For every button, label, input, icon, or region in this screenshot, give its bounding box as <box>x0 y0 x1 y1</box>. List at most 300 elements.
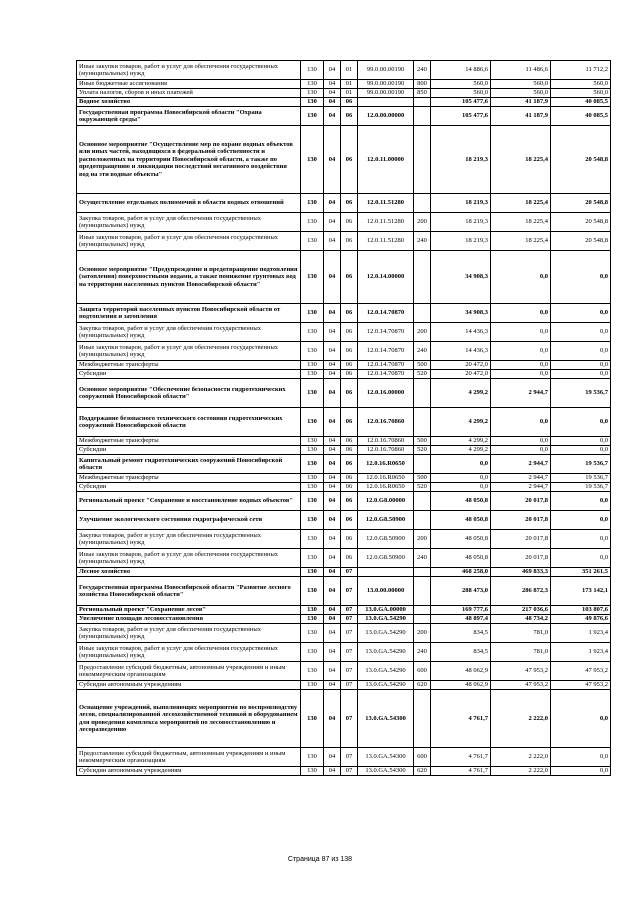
row-section: 04 <box>324 767 341 776</box>
row-name: Закупка товаров, работ и услуг для обеспечения государственных (муниципальных) нужд <box>77 213 301 232</box>
row-amount-year1: 169 777,6 <box>431 606 491 615</box>
row-amount-year2: 2 944,7 <box>491 379 551 408</box>
row-section: 04 <box>324 568 341 577</box>
row-expense-type: 620 <box>414 681 431 690</box>
row-amount-year3: 0,0 <box>551 408 611 437</box>
row-grbs: 130 <box>301 624 324 643</box>
row-subsection: 07 <box>341 568 358 577</box>
table-row <box>77 370 611 379</box>
row-target-article: 99.0.00.00190 <box>358 89 414 98</box>
row-amount-year1: 288 473,0 <box>431 577 491 606</box>
row-target-article: 12.0.14.70870 <box>358 370 414 379</box>
row-target-article: 12.0.G8.50900 <box>358 530 414 549</box>
row-amount-year1: 14 886,6 <box>431 61 491 80</box>
row-expense-type <box>414 606 431 615</box>
row-grbs: 130 <box>301 251 324 304</box>
row-section: 04 <box>324 98 341 107</box>
row-amount-year3: 47 953,2 <box>551 681 611 690</box>
row-amount-year3: 40 085,5 <box>551 107 611 126</box>
row-amount-year3: 19 536,7 <box>551 379 611 408</box>
row-amount-year3: 0,0 <box>551 342 611 361</box>
row-amount-year3: 11 712,2 <box>551 61 611 80</box>
table-row <box>77 446 611 455</box>
row-amount-year3: 0,0 <box>551 446 611 455</box>
row-grbs: 130 <box>301 681 324 690</box>
row-amount-year3: 19 536,7 <box>551 455 611 474</box>
row-target-article: 12.0.16.70860 <box>358 437 414 446</box>
row-amount-year3: 560,0 <box>551 89 611 98</box>
row-amount-year2: 20 017,8 <box>491 549 551 568</box>
row-amount-year1: 18 219,3 <box>431 194 491 213</box>
table-row <box>77 662 611 681</box>
row-amount-year2: 286 872,3 <box>491 577 551 606</box>
row-grbs: 130 <box>301 511 324 530</box>
row-expense-type <box>414 251 431 304</box>
row-target-article: 13.0.GA.54290 <box>358 615 414 624</box>
row-target-article: 13.0.GA.54290 <box>358 643 414 662</box>
row-grbs: 130 <box>301 323 324 342</box>
row-grbs: 130 <box>301 342 324 361</box>
row-name: Региональный проект "Сохранение лесов" <box>77 606 301 615</box>
row-amount-year3: 49 876,6 <box>551 615 611 624</box>
row-amount-year2: 217 036,6 <box>491 606 551 615</box>
table-row <box>77 511 611 530</box>
row-name: Основное мероприятие "Предупреждение и предотвращение подтопления (затопления) поверхностными водами, а также понижение грунтовых вод на территории населенных пунктов Новосибирской области" <box>77 251 301 304</box>
row-expense-type: 200 <box>414 624 431 643</box>
row-expense-type <box>414 98 431 107</box>
row-expense-type: 200 <box>414 530 431 549</box>
row-name: Иные бюджетные ассигнования <box>77 80 301 89</box>
row-grbs: 130 <box>301 483 324 492</box>
row-amount-year3: 351 261,5 <box>551 568 611 577</box>
row-grbs: 130 <box>301 379 324 408</box>
row-target-article: 12.0.14.00000 <box>358 251 414 304</box>
table-row <box>77 361 611 370</box>
table-row <box>77 681 611 690</box>
row-subsection: 06 <box>341 304 358 323</box>
row-name: Иные закупки товаров, работ и услуг для обеспечения государственных (муниципальных) нужд <box>77 232 301 251</box>
row-amount-year2: 18 225,4 <box>491 213 551 232</box>
row-subsection: 06 <box>341 370 358 379</box>
row-amount-year2: 0,0 <box>491 342 551 361</box>
table-row <box>77 251 611 304</box>
row-amount-year1: 48 062,9 <box>431 662 491 681</box>
table-row <box>77 437 611 446</box>
row-amount-year1: 48 050,8 <box>431 492 491 511</box>
row-amount-year3: 0,0 <box>551 767 611 776</box>
row-grbs: 130 <box>301 615 324 624</box>
row-target-article: 13.0.GA.54290 <box>358 681 414 690</box>
row-amount-year3: 0,0 <box>551 323 611 342</box>
row-amount-year3: 0,0 <box>551 511 611 530</box>
row-grbs: 130 <box>301 748 324 767</box>
row-amount-year2: 20 017,8 <box>491 492 551 511</box>
row-target-article: 13.0.GA.54300 <box>358 767 414 776</box>
budget-table <box>76 60 611 776</box>
row-expense-type: 240 <box>414 549 431 568</box>
row-amount-year1: 14 436,3 <box>431 342 491 361</box>
row-expense-type: 520 <box>414 483 431 492</box>
row-expense-type: 600 <box>414 662 431 681</box>
row-amount-year1: 4 299,2 <box>431 446 491 455</box>
row-amount-year2: 2 222,0 <box>491 767 551 776</box>
row-expense-type <box>414 408 431 437</box>
row-amount-year2: 47 953,2 <box>491 662 551 681</box>
row-name: Предоставление субсидий бюджетным, автономным учреждениям и иным некоммерческим организациям <box>77 662 301 681</box>
row-grbs: 130 <box>301 492 324 511</box>
row-amount-year2: 18 225,4 <box>491 232 551 251</box>
page-number: Страница 87 из 138 <box>287 856 353 863</box>
row-subsection: 06 <box>341 232 358 251</box>
row-name: Субсидии <box>77 446 301 455</box>
row-amount-year3: 0,0 <box>551 304 611 323</box>
row-amount-year1: 48 062,9 <box>431 681 491 690</box>
row-grbs: 130 <box>301 98 324 107</box>
table-row <box>77 323 611 342</box>
row-amount-year1: 468 258,0 <box>431 568 491 577</box>
row-amount-year1: 48 050,8 <box>431 549 491 568</box>
row-amount-year2: 2 222,0 <box>491 748 551 767</box>
row-section: 04 <box>324 361 341 370</box>
row-name: Закупка товаров, работ и услуг для обеспечения государственных (муниципальных) нужд <box>77 624 301 643</box>
row-target-article: 12.0.11.51280 <box>358 194 414 213</box>
row-grbs: 130 <box>301 61 324 80</box>
row-amount-year2: 20 017,8 <box>491 530 551 549</box>
row-name: Водное хозяйство <box>77 98 301 107</box>
row-target-article: 12.0.16.00000 <box>358 379 414 408</box>
row-name: Защита территорий населенных пунктов Новосибирской области от подтопления и затопления <box>77 304 301 323</box>
row-name: Иные закупки товаров, работ и услуг для обеспечения государственных (муниципальных) нужд <box>77 549 301 568</box>
row-amount-year3: 103 807,6 <box>551 606 611 615</box>
table-row <box>77 107 611 126</box>
row-target-article: 13.0.GA.54300 <box>358 690 414 748</box>
table-row <box>77 483 611 492</box>
row-section: 04 <box>324 606 341 615</box>
row-amount-year1: 14 436,3 <box>431 323 491 342</box>
row-expense-type: 520 <box>414 370 431 379</box>
budget-table-body <box>77 61 611 776</box>
row-grbs: 130 <box>301 643 324 662</box>
row-subsection: 06 <box>341 492 358 511</box>
row-amount-year2: 0,0 <box>491 304 551 323</box>
row-target-article: 12.0.16.70860 <box>358 408 414 437</box>
table-row <box>77 474 611 483</box>
row-target-article: 13.0.GA.54300 <box>358 748 414 767</box>
table-row <box>77 643 611 662</box>
table-row <box>77 194 611 213</box>
row-section: 04 <box>324 107 341 126</box>
row-amount-year1: 48 897,4 <box>431 615 491 624</box>
row-target-article: 12.0.14.70870 <box>358 304 414 323</box>
row-section: 04 <box>324 549 341 568</box>
row-subsection: 07 <box>341 767 358 776</box>
row-expense-type: 850 <box>414 89 431 98</box>
row-amount-year3: 20 548,8 <box>551 213 611 232</box>
row-section: 04 <box>324 213 341 232</box>
row-expense-type <box>414 107 431 126</box>
row-amount-year1: 4 299,2 <box>431 437 491 446</box>
row-section: 04 <box>324 643 341 662</box>
row-amount-year2: 2 944,7 <box>491 455 551 474</box>
row-amount-year2: 11 486,6 <box>491 61 551 80</box>
row-amount-year3: 0,0 <box>551 251 611 304</box>
row-amount-year2: 20 017,8 <box>491 511 551 530</box>
row-grbs: 130 <box>301 437 324 446</box>
row-expense-type <box>414 511 431 530</box>
row-expense-type <box>414 577 431 606</box>
row-expense-type: 600 <box>414 748 431 767</box>
row-section: 04 <box>324 126 341 194</box>
row-subsection: 07 <box>341 690 358 748</box>
row-expense-type: 200 <box>414 213 431 232</box>
row-amount-year1: 4 299,2 <box>431 379 491 408</box>
row-section: 04 <box>324 577 341 606</box>
row-name: Предоставление субсидий бюджетным, автономным учреждениям и иным некоммерческим организациям <box>77 748 301 767</box>
row-target-article: 12.0.16.R0650 <box>358 455 414 474</box>
row-grbs: 130 <box>301 232 324 251</box>
row-section: 04 <box>324 446 341 455</box>
row-subsection: 06 <box>341 455 358 474</box>
row-amount-year3: 0,0 <box>551 549 611 568</box>
row-section: 04 <box>324 89 341 98</box>
table-row <box>77 89 611 98</box>
row-amount-year3: 40 085,5 <box>551 98 611 107</box>
table-row <box>77 530 611 549</box>
row-amount-year2: 0,0 <box>491 323 551 342</box>
row-section: 04 <box>324 437 341 446</box>
row-section: 04 <box>324 232 341 251</box>
row-expense-type: 240 <box>414 232 431 251</box>
row-amount-year3: 0,0 <box>551 690 611 748</box>
row-target-article: 12.0.00.00000 <box>358 107 414 126</box>
row-name: Капитальный ремонт гидротехнических сооружений Новосибирской области <box>77 455 301 474</box>
row-subsection: 07 <box>341 624 358 643</box>
row-target-article: 12.0.14.70870 <box>358 342 414 361</box>
table-row <box>77 408 611 437</box>
row-expense-type: 240 <box>414 342 431 361</box>
row-section: 04 <box>324 379 341 408</box>
row-amount-year2: 41 187,9 <box>491 98 551 107</box>
table-row <box>77 80 611 89</box>
table-row <box>77 577 611 606</box>
table-row <box>77 549 611 568</box>
row-subsection: 01 <box>341 89 358 98</box>
row-amount-year1: 34 908,3 <box>431 304 491 323</box>
table-row <box>77 232 611 251</box>
row-target-article: 12.0.16.R0650 <box>358 483 414 492</box>
row-subsection: 07 <box>341 748 358 767</box>
row-expense-type: 500 <box>414 437 431 446</box>
row-subsection: 06 <box>341 446 358 455</box>
row-amount-year2: 781,0 <box>491 643 551 662</box>
row-amount-year3: 173 142,1 <box>551 577 611 606</box>
row-amount-year3: 1 923,4 <box>551 624 611 643</box>
row-section: 04 <box>324 323 341 342</box>
row-amount-year2: 0,0 <box>491 437 551 446</box>
row-grbs: 130 <box>301 530 324 549</box>
row-section: 04 <box>324 492 341 511</box>
row-amount-year1: 4 299,2 <box>431 408 491 437</box>
row-name: Иные закупки товаров, работ и услуг для обеспечения государственных (муниципальных) нужд <box>77 643 301 662</box>
row-subsection: 06 <box>341 483 358 492</box>
table-row <box>77 379 611 408</box>
row-name: Государственная программа Новосибирской области "Охрана окружающей среды" <box>77 107 301 126</box>
row-name: Межбюджетные трансферты <box>77 474 301 483</box>
row-amount-year2: 0,0 <box>491 370 551 379</box>
row-section: 04 <box>324 61 341 80</box>
row-name: Лесное хозяйство <box>77 568 301 577</box>
row-section: 04 <box>324 251 341 304</box>
row-expense-type <box>414 455 431 474</box>
row-grbs: 130 <box>301 213 324 232</box>
row-amount-year2: 0,0 <box>491 251 551 304</box>
row-amount-year2: 48 734,2 <box>491 615 551 624</box>
row-expense-type <box>414 304 431 323</box>
row-section: 04 <box>324 624 341 643</box>
row-amount-year1: 4 761,7 <box>431 690 491 748</box>
row-target-article: 12.0.G8.00000 <box>358 492 414 511</box>
row-subsection: 06 <box>341 107 358 126</box>
row-section: 04 <box>324 474 341 483</box>
row-target-article: 13.0.00.00000 <box>358 577 414 606</box>
row-name: Увеличение площади лесовосстановления <box>77 615 301 624</box>
row-target-article: 13.0.GA.00000 <box>358 606 414 615</box>
row-target-article: 12.0.11.51280 <box>358 232 414 251</box>
row-subsection: 07 <box>341 643 358 662</box>
row-amount-year3: 1 923,4 <box>551 643 611 662</box>
row-amount-year1: 834,5 <box>431 643 491 662</box>
row-target-article: 12.0.14.70870 <box>358 361 414 370</box>
row-expense-type <box>414 492 431 511</box>
table-row <box>77 304 611 323</box>
row-amount-year3: 0,0 <box>551 748 611 767</box>
row-amount-year2: 0,0 <box>491 361 551 370</box>
row-subsection: 07 <box>341 662 358 681</box>
table-row <box>77 606 611 615</box>
row-target-article: 12.0.G8.50900 <box>358 511 414 530</box>
row-expense-type: 240 <box>414 61 431 80</box>
table-row <box>77 213 611 232</box>
row-subsection: 07 <box>341 606 358 615</box>
row-subsection: 06 <box>341 251 358 304</box>
row-amount-year2: 18 225,4 <box>491 194 551 213</box>
row-grbs: 130 <box>301 662 324 681</box>
row-name: Закупка товаров, работ и услуг для обеспечения государственных (муниципальных) нужд <box>77 323 301 342</box>
row-amount-year1: 18 219,3 <box>431 213 491 232</box>
table-row <box>77 342 611 361</box>
table-row <box>77 98 611 107</box>
row-name: Государственная программа Новосибирской области "Развитие лесного хозяйства Новосибирской области" <box>77 577 301 606</box>
row-amount-year1: 0,0 <box>431 455 491 474</box>
row-expense-type <box>414 126 431 194</box>
row-subsection: 06 <box>341 323 358 342</box>
table-row <box>77 455 611 474</box>
row-target-article <box>358 98 414 107</box>
row-grbs: 130 <box>301 606 324 615</box>
row-subsection: 06 <box>341 213 358 232</box>
row-name: Осуществление отдельных полномочий в области водных отношений <box>77 194 301 213</box>
row-subsection: 01 <box>341 61 358 80</box>
row-amount-year2: 0,0 <box>491 446 551 455</box>
row-amount-year2: 2 944,7 <box>491 483 551 492</box>
row-amount-year1: 20 472,0 <box>431 370 491 379</box>
table-row <box>77 748 611 767</box>
row-amount-year2: 41 187,9 <box>491 107 551 126</box>
row-name: Иные закупки товаров, работ и услуг для обеспечения государственных (муниципальных) нужд <box>77 342 301 361</box>
row-section: 04 <box>324 194 341 213</box>
row-name: Межбюджетные трансферты <box>77 361 301 370</box>
row-amount-year2: 2 222,0 <box>491 690 551 748</box>
table-row <box>77 615 611 624</box>
row-grbs: 130 <box>301 194 324 213</box>
row-subsection: 06 <box>341 511 358 530</box>
table-row <box>77 568 611 577</box>
row-section: 04 <box>324 615 341 624</box>
row-grbs: 130 <box>301 767 324 776</box>
row-subsection: 07 <box>341 615 358 624</box>
row-subsection: 06 <box>341 530 358 549</box>
row-target-article: 12.0.14.70870 <box>358 323 414 342</box>
row-amount-year1: 48 050,8 <box>431 530 491 549</box>
row-amount-year1: 18 219,3 <box>431 126 491 194</box>
row-target-article: 99.0.00.00190 <box>358 61 414 80</box>
row-name: Основное мероприятие "Обеспечение безопасности гидротехнических сооружений Новосибирской области" <box>77 379 301 408</box>
row-subsection: 06 <box>341 126 358 194</box>
row-amount-year1: 34 908,3 <box>431 251 491 304</box>
row-target-article: 12.0.16.70860 <box>358 446 414 455</box>
table-row <box>77 126 611 194</box>
row-amount-year1: 20 472,0 <box>431 361 491 370</box>
row-grbs: 130 <box>301 80 324 89</box>
row-target-article <box>358 568 414 577</box>
row-grbs: 130 <box>301 577 324 606</box>
row-subsection: 06 <box>341 98 358 107</box>
row-name: Межбюджетные трансферты <box>77 437 301 446</box>
row-target-article: 13.0.GA.54290 <box>358 624 414 643</box>
row-name: Закупка товаров, работ и услуг для обеспечения государственных (муниципальных) нужд <box>77 530 301 549</box>
row-amount-year3: 20 548,8 <box>551 232 611 251</box>
row-expense-type: 520 <box>414 446 431 455</box>
row-grbs: 130 <box>301 568 324 577</box>
row-subsection: 06 <box>341 437 358 446</box>
row-amount-year2: 2 944,7 <box>491 474 551 483</box>
row-amount-year1: 48 050,8 <box>431 511 491 530</box>
row-section: 04 <box>324 408 341 437</box>
row-section: 04 <box>324 342 341 361</box>
row-expense-type <box>414 379 431 408</box>
row-section: 04 <box>324 455 341 474</box>
row-amount-year1: 105 477,6 <box>431 98 491 107</box>
row-name: Субсидии <box>77 370 301 379</box>
row-name: Уплата налогов, сборов и иных платежей <box>77 89 301 98</box>
row-amount-year2: 560,0 <box>491 89 551 98</box>
row-grbs: 130 <box>301 474 324 483</box>
row-amount-year1: 105 477,6 <box>431 107 491 126</box>
row-name: Поддержание безопасного технического состояния гидротехнических сооружений Новосибирской области <box>77 408 301 437</box>
row-expense-type: 800 <box>414 80 431 89</box>
row-section: 04 <box>324 304 341 323</box>
table-row <box>77 690 611 748</box>
row-target-article: 99.0.00.00190 <box>358 80 414 89</box>
row-amount-year2: 0,0 <box>491 408 551 437</box>
row-section: 04 <box>324 483 341 492</box>
row-amount-year2: 18 225,4 <box>491 126 551 194</box>
row-name: Улучшение экологического состояния гидрографической сети <box>77 511 301 530</box>
row-amount-year3: 20 548,8 <box>551 194 611 213</box>
row-amount-year1: 0,0 <box>431 474 491 483</box>
row-amount-year1: 560,0 <box>431 89 491 98</box>
row-amount-year3: 0,0 <box>551 361 611 370</box>
